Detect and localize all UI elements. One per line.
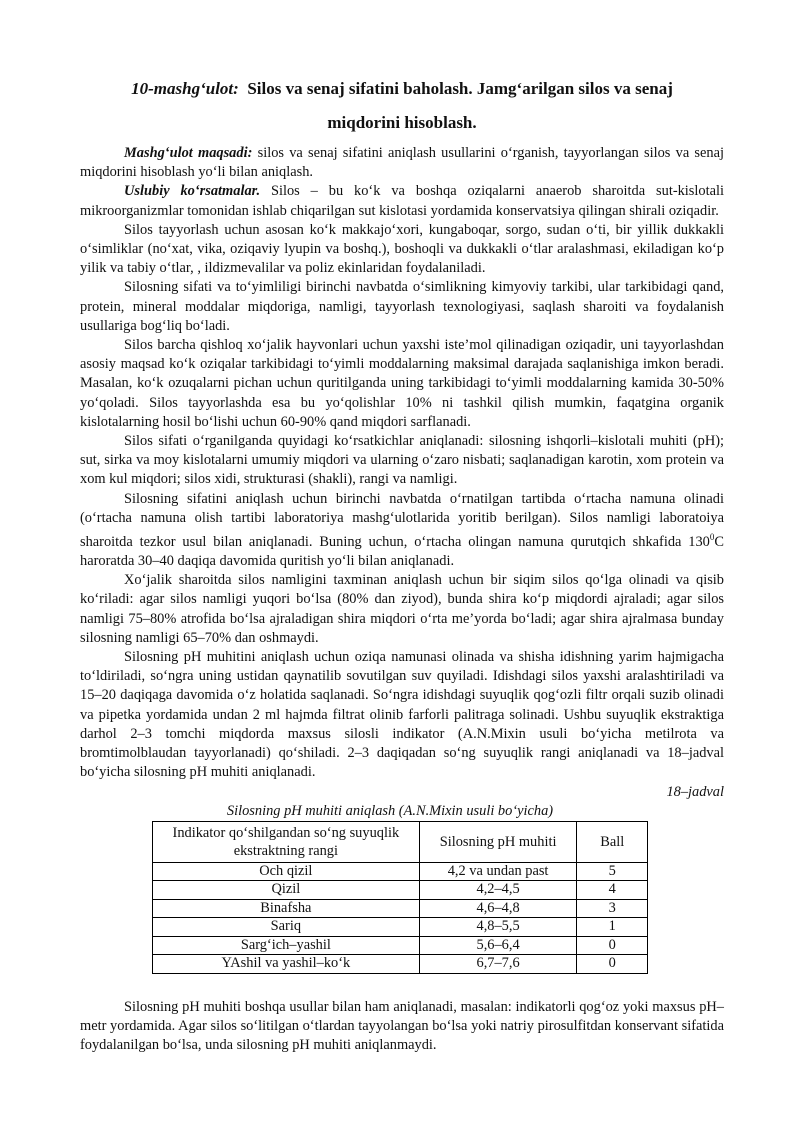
ph-table: [152, 821, 648, 974]
cell-ball: 3: [577, 899, 648, 918]
cell-color: Binafsha: [153, 899, 420, 918]
table-row: [153, 936, 648, 955]
paragraph-4: Silosning sifati va to‘yimliligi birinchi navbatda o‘simlikning kimyoviy tarkibi, ular tarkibidagi qand, protein, mineral moddalar miqdoriga, namligi, tayyorlash texnologiyasi, saqlash sharoiti va foydalanish usullariga bog‘liq bo‘ladi.: [80, 279, 724, 334]
paragraph-10: Silosning pH muhiti boshqa usullar bilan ham aniqlanadi, masalan: indikatorli qog‘oz yoki maxsus pH–metr yordamida. Agar silos so‘litilgan o‘tlardan tayyolangan bo‘lsa yoki natriy pirosulfitdan konservant sifatida foydalanilgan bo‘lsa, unda silosning pH muhiti aniqlanmaydi.: [80, 998, 724, 1054]
spacer: [80, 974, 724, 998]
cell-ball: 1: [577, 918, 648, 937]
paragraph-guidelines: [80, 182, 724, 220]
table-row: [153, 881, 648, 900]
paragraph-6: Silos sifati o‘rganilganda quyidagi ko‘rsatkichlar aniqlanadi: silosning ishqorli–kislotali muhiti (pH); sut, sirka va moy kislotalarni umumiy miqdori va ularning o‘zaro nisbati; saqlanadigan karotin, xom protein va xom kul miqdori; silos xidi, strukturasi (shakli), rangi va namligi.: [80, 433, 724, 488]
cell-color: Sarg‘ich–yashil: [153, 936, 420, 955]
table-row: [153, 955, 648, 974]
document-page: [80, 72, 724, 1055]
cell-ph: 4,8–5,5: [419, 918, 577, 937]
paragraph-9: Silosning pH muhitini aniqlash uchun oziqa namunasi olinada va shisha idishning yarim hajmigacha to‘ldiriladi, so‘ngra uning ustidan qaynatilib sovutilgan suv quyiladi. Idishdagi silos yaxshi aralashtiriladi va 15–20 daqiqaga davomida o‘z holatida saqlanadi. So‘ngra idishdagi suyuqlik qog‘ozli filtr orqali suzib olinadi va pipetka yordamida undan 2 ml hajmda filtrat olinib farforli palitraga solinadi. Ushbu suyuqlik ekstraktiga darhol 2–3 tomchi miqdorda maxsus silosli indikator (A.N.Mixin usuli bo‘yicha metilrota va bromtimolblaudan tayyorlanadi) qo‘shiladi. 2–3 daqiqadan so‘ng suyuqlik rangi aniqlanadi va 18–jadval bo‘yicha silosning pH muhiti aniqlanadi.: [80, 649, 724, 781]
header-ph: Silosning pH muhiti: [419, 821, 577, 862]
paragraph-3: Silos tayyorlash uchun asosan ko‘k makkajo‘xori, kungaboqar, sorgo, sudan o‘ti, bir yillik dukkakli o‘simliklar (no‘xat, vika, oziqaviy lyupin va boshq.), boshoqli va dukkakli o‘tlar aralashmasi, ekiladigan ko‘p yilik va tabiy o‘tlar, , ildizmevalilar va poliz ekinlaridan foydalaniladi.: [80, 221, 724, 277]
paragraph-8: Xo‘jalik sharoitda silos namligini taxminan aniqlash uchun bir siqim silos qo‘lga olinadi va qisib ko‘riladi: agar silos namligi yuqori bo‘lsa (80% dan ziyod), bunda shira ko‘p miqdordi ajraladi; agar silos namligi 75–80% atrofida bo‘lsa ajraladigan shira miqdori o‘rta me’yorda bo‘ladi; agar shira ajralmasa bunday silosning namligi 65–70% dan oshmaydi.: [80, 572, 724, 646]
table-caption: Silosning pH muhiti aniqlash (A.N.Mixin usuli bo‘yicha): [226, 802, 554, 819]
guidelines-text: Silos – bu ko‘k va boshqa oziqalarni anaerob sharoitda sut-kislotali mikroorganizmlar tomonidan ishlab chiqarilgan sut kislotasi yordamida konservatsiya qilingan shirali oziqadir.: [80, 183, 724, 219]
cell-ball: 5: [577, 862, 648, 881]
title-text: Silos va senaj sifatini baholash. Jamg‘arilgan silos va senaj: [247, 79, 673, 98]
title-line-2: miqdorini hisoblash.: [327, 113, 477, 132]
guidelines-label: Uslubiy ko‘rsatmalar.: [124, 183, 261, 200]
table-row: [153, 862, 648, 881]
header-ball: Ball: [577, 821, 648, 862]
paragraph-7-a: Silosning sifatini aniqlash uchun birinchi navbatda o‘rnatilgan tartibda o‘rtacha namuna olinadi (o‘rtacha namuna olish tartibi laboratoriya mashg‘ulotlarida yoritib berilgan). Silos namligi laboratoiya sharoitda tezkor usul bilan aniqlanadi. Buning uchun, o‘rtacha olingan namuna qurutqich shkafida 130: [80, 490, 724, 550]
cell-ph: 6,7–7,6: [419, 955, 577, 974]
page-title: [80, 72, 724, 140]
cell-ph: 4,2–4,5: [419, 881, 577, 900]
table-row: [153, 899, 648, 918]
cell-ph: 4,2 va undan past: [419, 862, 577, 881]
title-lead: 10-mashg‘ulot:: [131, 79, 239, 98]
cell-ball: 0: [577, 955, 648, 974]
title-line-1: [80, 72, 724, 106]
table-reference: 18–jadval: [666, 783, 724, 800]
paragraph-7-b: C haroratda 30–40 daqiqa davomida quritish yo‘li bilan aniqlanadi.: [80, 533, 724, 570]
paragraph-5: Silos barcha qishloq xo‘jalik hayvonlari uchun yaxshi iste’mol qilinadigan oziqadir, uni tayyorlashdan asosiy maqsad ko‘k oziqalar tarkibidagi to‘yimli moddalarning maksimal darajada saqlanishiga imkon beradi. Masalan, ko‘k ozuqalarni pichan uchun quritilganda uning tarkibidagi to‘yimli moddalarning kamida 30-50% yo‘qoladi. Silos tayyorlashda esa bu yo‘qolishlar 10% ni tashkil qilish mumkin, faqatgina organik kislotalarning hosil bo‘lishi uchun 60-90% qand miqdori sarflanadi.: [80, 337, 724, 430]
cell-ph: 5,6–6,4: [419, 936, 577, 955]
header-color: Indikator qo‘shilgandan so‘ng suyuqlik ekstraktning rangi: [153, 821, 420, 862]
paragraph-7: [80, 490, 724, 572]
degree-superscript: 0: [709, 532, 715, 543]
cell-color: Sariq: [153, 918, 420, 937]
paragraph-aim: [80, 144, 724, 182]
cell-color: Qizil: [153, 881, 420, 900]
cell-ball: 4: [577, 881, 648, 900]
cell-color: Och qizil: [153, 862, 420, 881]
cell-ball: 0: [577, 936, 648, 955]
table-row: [153, 918, 648, 937]
table-header-row: [153, 821, 648, 862]
cell-ph: 4,6–4,8: [419, 899, 577, 918]
aim-label: Mashg‘ulot maqsadi:: [124, 145, 253, 161]
cell-color: YAshil va yashil–ko‘k: [153, 955, 420, 974]
aim-text: silos va senaj sifatini aniqlash usullarini o‘rganish, tayyorlangan silos va senaj miqdorini hisoblash yo‘li bilan aniqlash.: [80, 145, 724, 181]
